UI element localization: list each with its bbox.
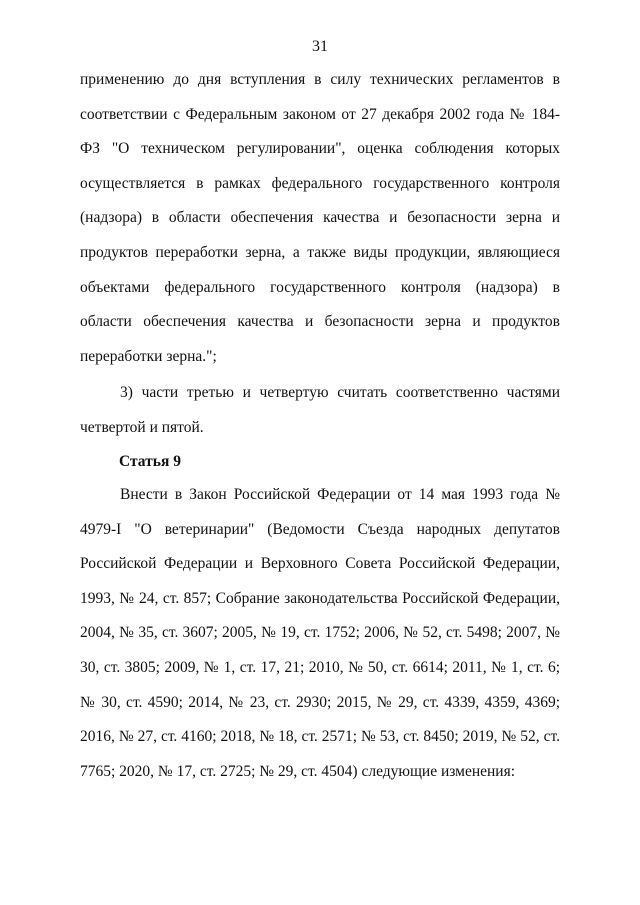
paragraph-article-9: Внести в Закон Российской Федерации от 14 мая 1993 года № 4979-I "О ветеринарии" (Ведомости Съезда народных депутатов Российской Федерации и Верховного Совета Российской Федерации, 1993, № 24, ст. 857; Собрание законодательства Российской Федерации, 2004, № 35, ст. 3607; 2005, № 19, ст. 1752; 2006, № 52, ст. 5498; 2007, № 30, ст. 3805; 2009, № 1, ст. 17, 21; 2010, № 50, ст. 6614; 2011, № 1, ст. 6; № 30, ст. 4590; 2014, № 23, ст. 2930; 2015, № 29, ст. 4339, 4359, 4369; 2016, № 27, ст. 4160; 2018, № 18, ст. 2571; № 53, ст. 8450; 2019, № 52, ст. 7765; 2020, № 17, ст. 2725; № 29, ст. 4504) следующие изменения: [80, 486, 560, 780]
article-heading: Статья 9 [119, 453, 181, 470]
page-number: 31 [312, 38, 328, 55]
paragraph-continuation: применению до дня вступления в силу технических регламентов в соответствии с Федеральным законом от 27 декабря 2002 года № 184-ФЗ "О техническом регулировании", оценка соблюдения которых осуществляется в рамках федерального государственного контроля (надзора) в области обеспечения качества и безопасности зерна и продуктов переработки зерна, а также виды продукции, являющиеся объектами федерального государственного контроля (надзора) в области обеспечения качества и безопасности зерна и продуктов переработки зерна."; [80, 71, 560, 365]
paragraph-item-3: 3) части третью и четвертую считать соответственно частями четвертой и пятой. [80, 384, 560, 436]
